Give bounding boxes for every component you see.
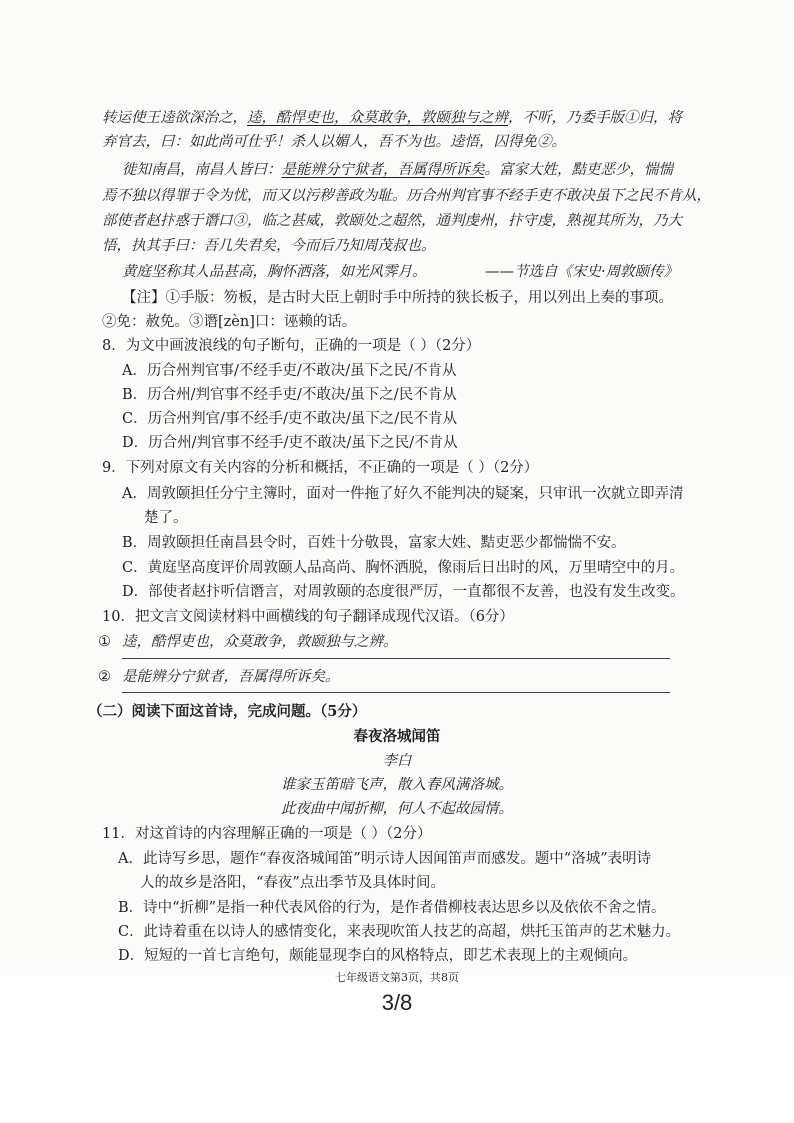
underlined-sentence-1: 逵，酷悍吏也，众莫敢争，敦颐独与之辨 <box>247 110 508 126</box>
passage-line-7: 黄庭坚称其人品甚高，胸怀洒落，如光风霁月。 <box>122 264 427 280</box>
question-11-option-b: B．诗中“折柳”是指一种代表风俗的行为，是作者借柳枝表达思乡以及依依不舍之情。 <box>118 900 666 916</box>
poem-line-1: 谁家玉笛暗飞声，散入春风满洛城。 <box>281 777 513 793</box>
question-9-option-d: D．部使者赵抃听信谮言，对周敦颐的态度很严厉，一直都很不友善，也没有发生改变。 <box>122 584 685 600</box>
question-11-option-c: C．此诗着重在以诗人的感情变化，来表现吹笛人技艺的高超，烘托玉笛声的艺术魅力。 <box>118 924 681 940</box>
question-11-stem: 11．对这首诗的内容理解正确的一项是（ ）（2分） <box>102 826 432 842</box>
passage-line-4 <box>102 186 711 206</box>
passage-text: 焉不独以得罪于令为忧，而又以污秽善政为耻。 <box>102 188 407 204</box>
passage-text: 转运使王逵欲深治之， <box>102 110 247 126</box>
question-11-option-a-cont: 人的故乡是洛阳，“春夜”点出季节及具体时间。 <box>140 875 445 891</box>
passage-line-2: 弃官去，曰：如此尚可仕乎！杀人以媚人，吾不为也。逵悟，囚得免②。 <box>102 134 566 150</box>
question-10-item-1-number: ① <box>98 634 111 650</box>
passage-text: 。富家大姓，黠吏恶少，惴惴 <box>484 162 673 178</box>
question-10-sentence-1: 逵，酷悍吏也，众莫敢争，敦颐独与之辨。 <box>122 634 398 650</box>
question-10-sentence-2: 是能辨分宁狱者，吾属得所诉矣。 <box>122 669 340 685</box>
passage-text: 徙知南昌，南昌人皆曰： <box>122 162 282 178</box>
passage-line-6: 悟，执其手曰：吾几失君矣，今而后乃知周茂叔也。 <box>102 238 436 254</box>
question-11-option-d: D．短短的一首七言绝句，颇能显现李白的风格特点，即艺术表现上的主观倾向。 <box>118 948 638 964</box>
question-8-option-a: A．历合州判官事/不经手吏/不敢决/虽下之民/不肯从 <box>122 363 457 379</box>
question-9-option-b: B．周敦颐担任南昌县令时，百姓十分敬畏，富家大姓、黠吏恶少都惴惴不安。 <box>122 535 626 551</box>
passage-source: ——节选自《宋史·周敦颐传》 <box>485 264 679 280</box>
question-8-option-c: C．历合州判官/事不经手/吏不敢决/虽下之/民不肯从 <box>122 411 458 427</box>
passage-line-3 <box>122 160 673 180</box>
page-counter: 3/8 <box>381 990 413 1015</box>
question-8-option-d: D．历合州/判官事不经手/吏不敢决/虽下之民/不肯从 <box>122 435 458 451</box>
annotation-note-2: ②免：赦免。③谮[zèn]口：诬赖的话。 <box>102 314 357 330</box>
passage-line-1 <box>102 108 682 128</box>
underlined-sentence-2: 是能辨分宁狱者，吾属得所诉矣 <box>281 162 485 178</box>
wavy-underlined-sentence: 历合州判官事不经手吏不敢决虽下之民不肯从 <box>406 188 697 204</box>
question-9-option-c: C．黄庭坚高度评价周敦颐人品高尚、胸怀洒脱，像雨后日出时的风，万里晴空中的月。 <box>122 560 685 576</box>
page-footer-info: 七年级语文第3页，共8页 <box>335 971 459 984</box>
question-11-option-a: A．此诗写乡思，题作“春夜洛城闻笛”明示诗人因闻笛声而感发。题中“洛城”表明诗 <box>118 851 652 867</box>
poem-author: 李白 <box>382 753 412 769</box>
passage-text: ， <box>696 188 711 204</box>
question-10-stem: 10．把文言文阅读材料中画横线的句子翻译成现代汉语。（6分） <box>102 609 514 625</box>
passage-text: ，不听，乃委手版①归，将 <box>508 110 682 126</box>
annotation-note-1: 【注】①手版：笏板，是古时大臣上朝时手中所持的狭长板子，用以列出上奏的事项。 <box>122 290 673 306</box>
question-9-stem: 9．下列对原文有关内容的分析和概括，不正确的一项是（ ）（2分） <box>102 460 539 476</box>
answer-line-1[interactable] <box>122 658 670 659</box>
question-8-option-b: B．历合州/判官事不经手吏/不敢决/虽下之/民不肯从 <box>122 387 457 403</box>
answer-line-2[interactable] <box>122 692 670 693</box>
question-8-stem: 8．为文中画波浪线的句子断句，正确的一项是（ ）（2分） <box>102 338 481 354</box>
poem-title: 春夜洛城闻笛 <box>353 728 441 745</box>
passage-line-5: 部使者赵抃惑于谮口③，临之甚威，敦颐处之超然，通判虔州，抃守虔，熟视其所为，乃大 <box>102 213 682 229</box>
question-10-item-2-number: ② <box>98 669 111 685</box>
section-2-heading: （二）阅读下面这首诗，完成问题。（5分） <box>88 703 367 720</box>
question-9-option-a-cont: 楚了。 <box>144 510 188 526</box>
question-9-option-a: A．周敦颐担任分宁主簿时，面对一件拖了好久不能判决的疑案，只审讯一次就立即弄清 <box>122 486 684 502</box>
poem-line-2: 此夜曲中闻折柳，何人不起故园情。 <box>281 801 513 817</box>
